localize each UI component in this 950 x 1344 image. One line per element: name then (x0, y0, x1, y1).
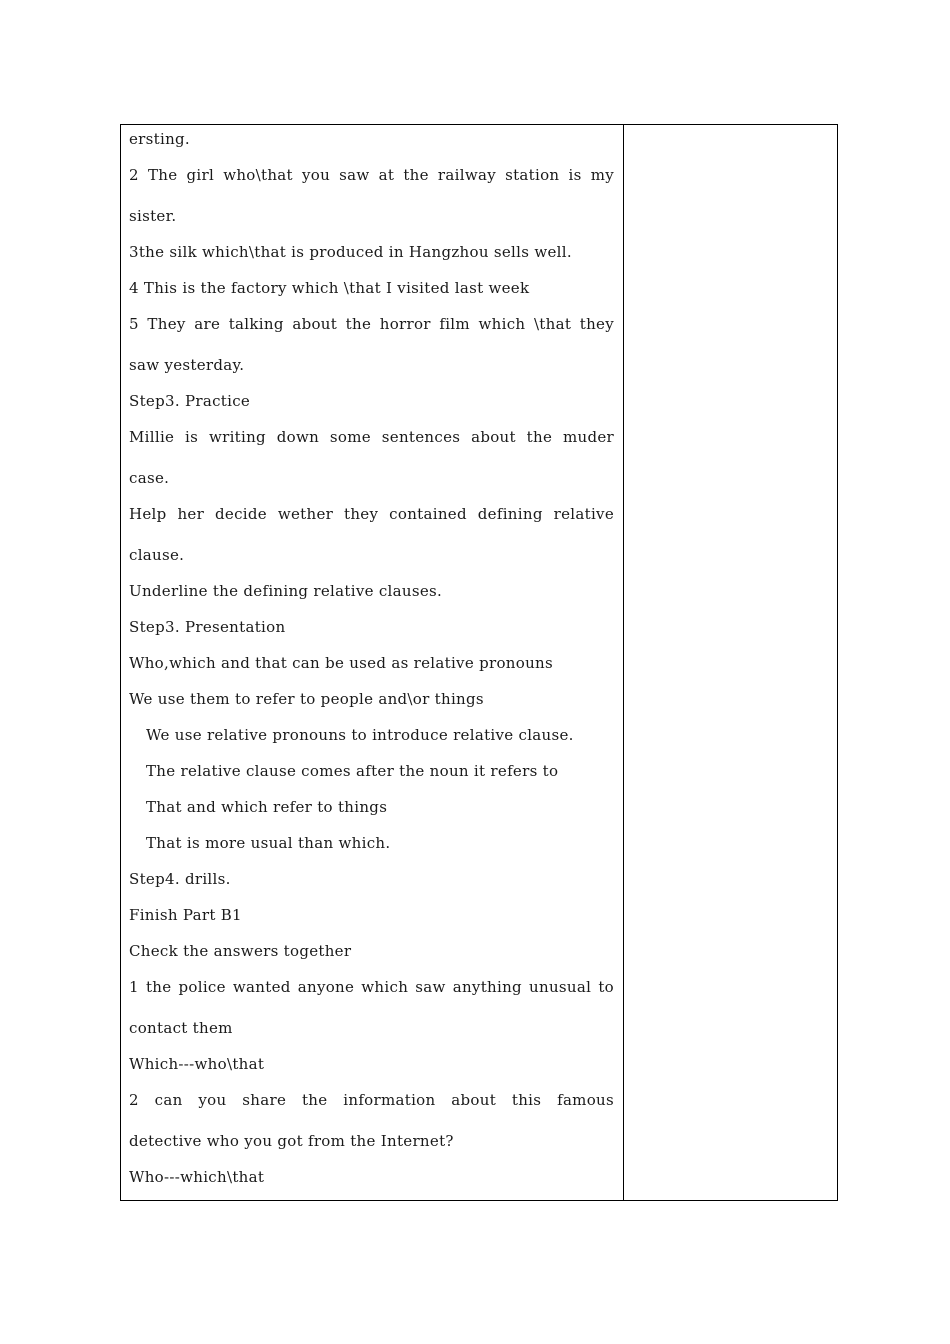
text-line: We use them to refer to people and\or things (129, 690, 484, 708)
text-line: 2 can you share the information about this famous (129, 1091, 614, 1109)
text-line: That and which refer to things (146, 798, 388, 816)
text-line: sister. (129, 207, 177, 225)
text-line: saw yesterday. (129, 356, 245, 374)
text-line: 1 the police wanted anyone which saw anything unusual to (129, 978, 614, 996)
text-line: Finish Part B1 (129, 906, 242, 924)
text-line: Millie is writing down some sentences about the muder (129, 428, 614, 446)
text-line: 4 This is the factory which \that I visited last week (129, 279, 530, 297)
text-line: contact them (129, 1019, 233, 1037)
text-line: 3the silk which\that is produced in Hangzhou sells well. (129, 243, 572, 261)
text-line: We use relative pronouns to introduce relative clause. (146, 726, 574, 744)
text-line: 5 They are talking about the horror film which \that they (129, 315, 614, 333)
text-line: case. (129, 469, 170, 487)
step-heading: Step3. Presentation (129, 618, 286, 636)
step-heading: Step3. Practice (129, 392, 251, 410)
text-line: Who---which\that (129, 1168, 265, 1186)
text-line: ersting. (129, 130, 191, 148)
text-line: Who,which and that can be used as relative pronouns (129, 654, 553, 672)
column-divider (623, 125, 624, 1200)
text-line: That is more usual than which. (146, 834, 391, 852)
text-line: clause. (129, 546, 185, 564)
text-line: Help her decide wether they contained defining relative (129, 505, 614, 523)
step-heading: Step4. drills. (129, 870, 231, 888)
lesson-table (120, 124, 838, 1201)
text-line: 2 The girl who\that you saw at the railway station is my (129, 166, 614, 184)
text-line: detective who you got from the Internet? (129, 1132, 454, 1150)
text-line: Which---who\that (129, 1055, 265, 1073)
text-line: The relative clause comes after the noun it refers to (146, 762, 559, 780)
text-line: Check the answers together (129, 942, 352, 960)
text-line: Underline the defining relative clauses. (129, 582, 443, 600)
